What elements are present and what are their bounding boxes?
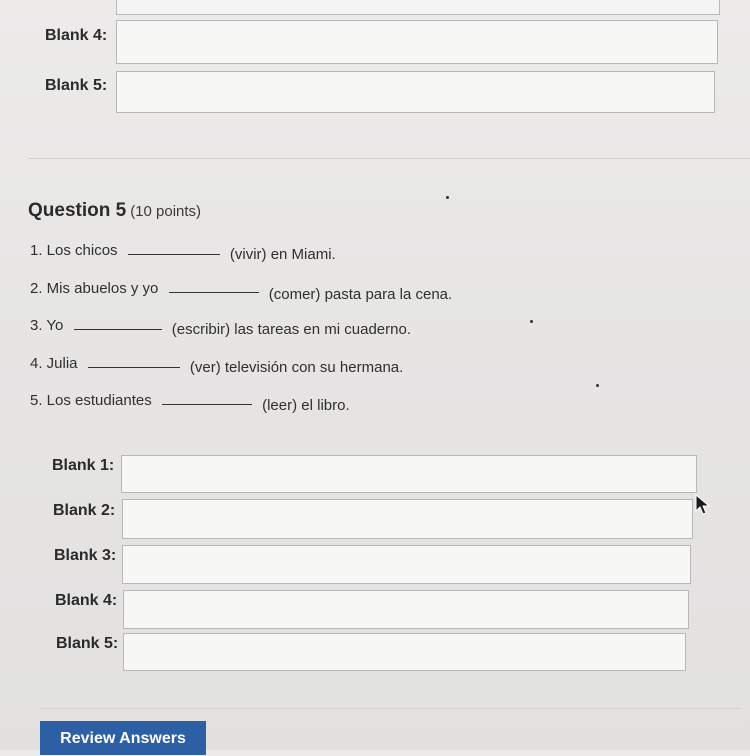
sentence-blank-line [162, 392, 252, 405]
blank-5-input[interactable] [123, 633, 686, 671]
sentence-suffix: (escribir) las tareas en mi cuaderno. [171, 321, 411, 338]
sentence-suffix: (vivir) en Miami. [229, 246, 336, 263]
sentence-blank-line [74, 317, 162, 330]
review-answers-button[interactable]: Review Answers [40, 721, 206, 755]
section-divider [40, 708, 740, 709]
blank-label: Blank 4: [45, 27, 108, 44]
previous-blank-4-input[interactable] [116, 20, 718, 64]
blank-label: Blank 4: [55, 592, 118, 609]
blank-2-input[interactable] [122, 499, 693, 539]
question-divider [28, 158, 750, 159]
sentence-prefix: 4. Julia [30, 355, 78, 372]
previous-input-bottom-edge [116, 0, 720, 15]
blank-label: Blank 1: [52, 457, 115, 474]
sentence-blank-line [169, 280, 259, 293]
dust-speck [446, 196, 449, 199]
sentence-item [30, 392, 350, 414]
sentence-suffix: (leer) el libro. [262, 397, 350, 414]
sentence-item [30, 242, 336, 263]
sentence-item [30, 317, 411, 338]
sentence-prefix: 3. Yo [30, 317, 64, 334]
sentence-prefix: 1. Los chicos [30, 242, 118, 259]
dust-speck [530, 320, 533, 323]
previous-blank-5-input[interactable] [116, 71, 715, 113]
sentence-item [30, 280, 453, 303]
sentence-blank-line [128, 242, 220, 255]
sentence-prefix: 5. Los estudiantes [30, 392, 152, 409]
question-name: Question 5 [28, 200, 127, 221]
sentence-blank-line [88, 355, 180, 368]
blank-4-input[interactable] [123, 590, 689, 629]
mouse-cursor-icon [695, 494, 711, 516]
blank-1-input[interactable] [121, 455, 697, 493]
sentence-prefix: 2. Mis abuelos y yo [30, 280, 159, 297]
blank-3-input[interactable] [122, 545, 691, 584]
blank-label: Blank 3: [54, 547, 117, 564]
blank-label: Blank 5: [56, 635, 119, 652]
blank-label: Blank 5: [45, 77, 108, 94]
question-points: (10 points) [130, 203, 202, 220]
blank-label: Blank 2: [53, 502, 116, 519]
dust-speck [596, 384, 599, 387]
sentence-suffix: (comer) pasta para la cena. [268, 286, 453, 303]
question-title [28, 200, 201, 222]
sentence-suffix: (ver) televisión con su hermana. [189, 359, 404, 376]
sentence-item [30, 355, 404, 376]
